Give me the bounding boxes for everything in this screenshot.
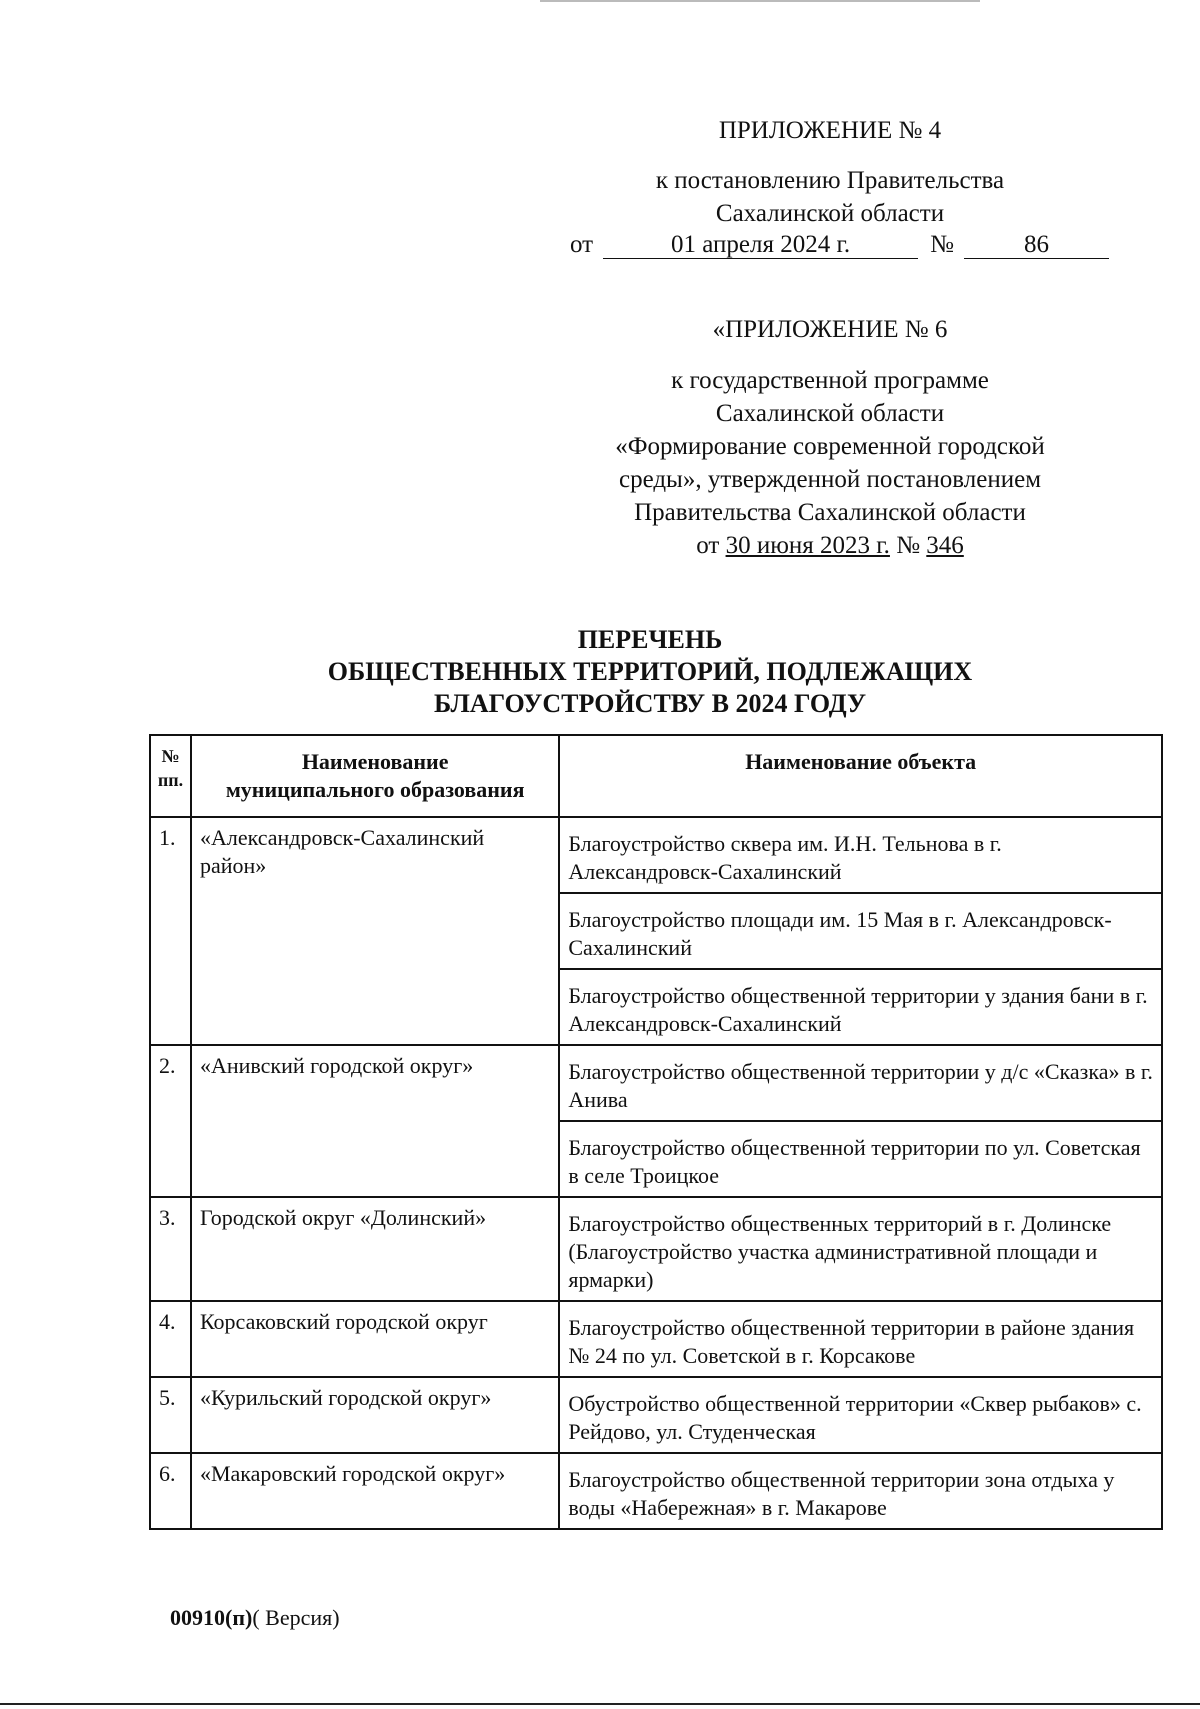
row-municipality: «Курильский городской округ» xyxy=(191,1377,559,1453)
row-municipality: Городской округ «Долинский» xyxy=(191,1197,559,1301)
appendix-4-title: ПРИЛОЖЕНИЕ № 4 xyxy=(718,117,942,144)
header-number-symbol: № xyxy=(161,746,180,766)
scan-artifact-line xyxy=(540,0,980,2)
row-number: 2. xyxy=(150,1045,191,1197)
list-title xyxy=(140,624,1160,720)
header-municipality xyxy=(191,735,559,817)
table-row xyxy=(150,1045,1162,1121)
row-municipality: «Макаровский городской округ» xyxy=(191,1453,559,1529)
row-object: Благоустройство площади им. 15 Мая в г. Александровск-Сахалинский xyxy=(559,893,1162,969)
decree-reference-line-1: к постановлению Правительства xyxy=(655,167,1005,194)
appendix-6-title: «ПРИЛОЖЕНИЕ № 6 xyxy=(712,316,948,343)
program-reference-line-4: среды», утвержденной постановлением xyxy=(618,466,1042,493)
list-title-line-1: ПЕРЕЧЕНЬ xyxy=(577,625,723,654)
row-object: Благоустройство общественной территории в районе здания № 24 по ул. Советской в г. Корсакове xyxy=(559,1301,1162,1377)
table-row xyxy=(150,817,1162,893)
header-number xyxy=(150,735,191,817)
program-reference-line-3: «Формирование современной городской xyxy=(615,433,1045,460)
territories-table xyxy=(149,734,1163,1530)
table-row xyxy=(150,1301,1162,1377)
list-title-line-2: ОБЩЕСТВЕННЫХ ТЕРРИТОРИЙ, ПОДЛЕЖАЩИХ xyxy=(327,657,973,686)
program-reference-line-6 xyxy=(560,529,1100,562)
decree-reference xyxy=(560,164,1100,230)
row-number: 6. xyxy=(150,1453,191,1529)
program-from-label: от xyxy=(696,532,720,559)
row-municipality: «Анивский городской округ» xyxy=(191,1045,559,1197)
row-number: 5. xyxy=(150,1377,191,1453)
decree-reference-line-2: Сахалинской области xyxy=(715,200,945,227)
document-code xyxy=(170,1605,340,1631)
row-object: Благоустройство общественной территории зона отдыха у воды «Набережная» в г. Макарове xyxy=(559,1453,1162,1529)
row-object: Благоустройство общественной территории у здания бани в г. Александровск-Сахалинский xyxy=(559,969,1162,1045)
document-code-number: 00910(п) xyxy=(170,1605,253,1630)
decree-number: 86 xyxy=(964,232,1109,259)
table-row xyxy=(150,1453,1162,1529)
table-header-row xyxy=(150,735,1162,817)
decree-number-label: № xyxy=(930,231,954,258)
row-object: Благоустройство общественных территорий в г. Долинске (Благоустройство участка административной площади и ярмарки) xyxy=(559,1197,1162,1301)
program-reference-line-2: Сахалинской области xyxy=(715,400,945,427)
program-number-label: № xyxy=(896,532,921,559)
program-reference-line-1: к государственной программе xyxy=(671,367,989,394)
decree-date-number xyxy=(570,229,1109,261)
header-number-abbr: пп. xyxy=(157,770,184,790)
header-municipality-line-1: Наименование xyxy=(301,749,449,774)
decree-from-label: от xyxy=(570,231,594,258)
row-object: Благоустройство общественной территории у д/с «Сказка» в г. Анива xyxy=(559,1045,1162,1121)
table-row xyxy=(150,1377,1162,1453)
row-municipality: Корсаковский городской округ xyxy=(191,1301,559,1377)
program-number: 346 xyxy=(926,532,964,559)
row-number: 4. xyxy=(150,1301,191,1377)
decree-date: 01 апреля 2024 г. xyxy=(603,232,918,259)
row-object: Благоустройство общественной территории по ул. Советская в селе Троицкое xyxy=(559,1121,1162,1197)
header-object: Наименование объекта xyxy=(559,735,1162,817)
row-number: 1. xyxy=(150,817,191,1045)
row-object: Обустройство общественной территории «Сквер рыбаков» с. Рейдово, ул. Студенческая xyxy=(559,1377,1162,1453)
row-municipality: «Александровск-Сахалинский район» xyxy=(191,817,559,1045)
header-municipality-line-2: муниципального образования xyxy=(225,777,525,802)
bottom-edge-line xyxy=(0,1703,1200,1705)
list-title-line-3: БЛАГОУСТРОЙСТВУ В 2024 ГОДУ xyxy=(433,689,867,718)
document-version: ( Версия) xyxy=(252,1605,340,1630)
program-reference-line-5: Правительства Сахалинской области xyxy=(634,499,1026,526)
table-row xyxy=(150,1197,1162,1301)
program-reference xyxy=(560,364,1100,562)
program-date: 30 июня 2023 г. xyxy=(725,532,890,559)
row-object: Благоустройство сквера им. И.Н. Тельнова в г. Александровск-Сахалинский xyxy=(559,817,1162,893)
row-number: 3. xyxy=(150,1197,191,1301)
